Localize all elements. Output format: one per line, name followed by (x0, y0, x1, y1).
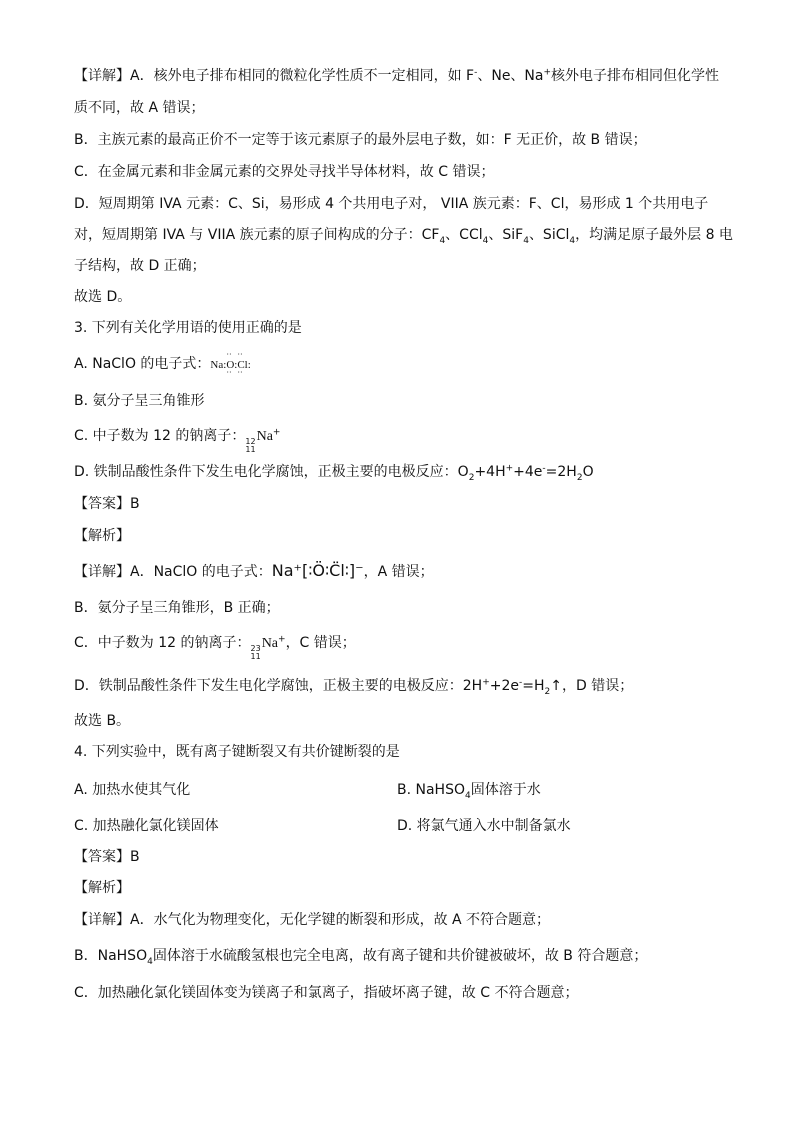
answer-label: 【答案】B (74, 496, 140, 512)
explanation-line: D．铁制品酸性条件下发生电化学腐蚀，正极主要的电极反应：$2H^++2e^-=H_2↑$，D 错误； (74, 677, 634, 697)
explanation-line: D．短周期第 IVA 元素：C、Si，易形成 4 个共用电子对， VIIA 族元素：F、Cl，易形成 1 个共用电子 (74, 196, 709, 212)
nuclide-notation: 23 11 (250, 644, 261, 661)
explanation-line: B．NaHSO$_4$固体溶于水硫酸氢根也完全电离，故有离子键和共价键被破坏，故 B 符合题意； (74, 948, 648, 967)
explanation-line: B．主族元素的最高正价不一定等于该元素原子的最外层电子数，如：F 无正价，故 B 错误； (74, 132, 647, 148)
electron-formula: Na⁺[∶Ö∶C̈l∶]⁻ (271, 561, 364, 580)
explanation-line: C．中子数为 12 的钠离子： 23 11 Na+，C 错误； (74, 634, 356, 661)
explanation-line: 质不同，故 A 错误； (74, 100, 205, 116)
option-a: A. 加热水使其气化 (74, 782, 191, 798)
option-d: D. 将氯气通入水中制备氯水 (397, 818, 571, 834)
explanation-line: B．氨分子呈三角锥形，B 正确； (74, 600, 280, 616)
answer-label: 【答案】B (74, 849, 140, 865)
option-b: B. NaHSO$_4$固体溶于水 (397, 782, 541, 801)
explanation-line: 对，短周期第 IVA 与 VIIA 族元素的原子间构成的分子：$CF_4$、CCl$_4$、SiF$_4$、SiCl$_4$，均满足原子最外层 8 电 (74, 227, 733, 246)
analysis-label: 【解析】 (74, 880, 130, 896)
option-b: B. 氨分子呈三角锥形 (74, 393, 205, 409)
nuclide-notation: 12 11 (245, 437, 256, 454)
explanation-line: 故选 D。 (74, 289, 132, 305)
option-c: C. 加热融化氯化镁固体 (74, 818, 219, 834)
option-a: A. NaClO 的电子式：Na:· · O · ·:· · Cl · ·: (74, 354, 251, 375)
explanation-line: 【详解】A．NaClO 的电子式：Na⁺[∶Ö∶C̈l∶]⁻，A 错误； (74, 561, 434, 580)
electron-formula: Na:· · O · ·:· · Cl · ·: (210, 359, 250, 371)
question-stem: 4. 下列实验中，既有离子键断裂又有共价键断裂的是 (74, 744, 400, 760)
explanation-line: 故选 B。 (74, 713, 131, 729)
explanation-line: 子结构，故 D 正确； (74, 258, 206, 274)
explanation-line: 【详解】A．核外电子排布相同的微粒化学性质不一定相同，如 F-、Ne、Na+核外电子排布相同但化学性 (74, 67, 720, 84)
explanation-line: 【详解】A．水气化为物理变化，无化学键的断裂和形成，故 A 不符合题意； (74, 912, 551, 928)
explanation-line: C．加热融化氯化镁固体变为镁离子和氯离子，指破坏离子键，故 C 不符合题意； (74, 985, 579, 1001)
question-stem: 3. 下列有关化学用语的使用正确的是 (74, 320, 302, 336)
option-d: D. 铁制品酸性条件下发生电化学腐蚀，正极主要的电极反应：$O_2+4H^++4e^-=2H_2O$ (74, 463, 594, 483)
explanation-line: C．在金属元素和非金属元素的交界处寻找半导体材料，故 C 错误； (74, 164, 495, 180)
analysis-label: 【解析】 (74, 528, 130, 544)
option-row (74, 780, 190, 800)
option-c: C. 中子数为 12 的钠离子： 12 11 Na+ (74, 427, 281, 454)
